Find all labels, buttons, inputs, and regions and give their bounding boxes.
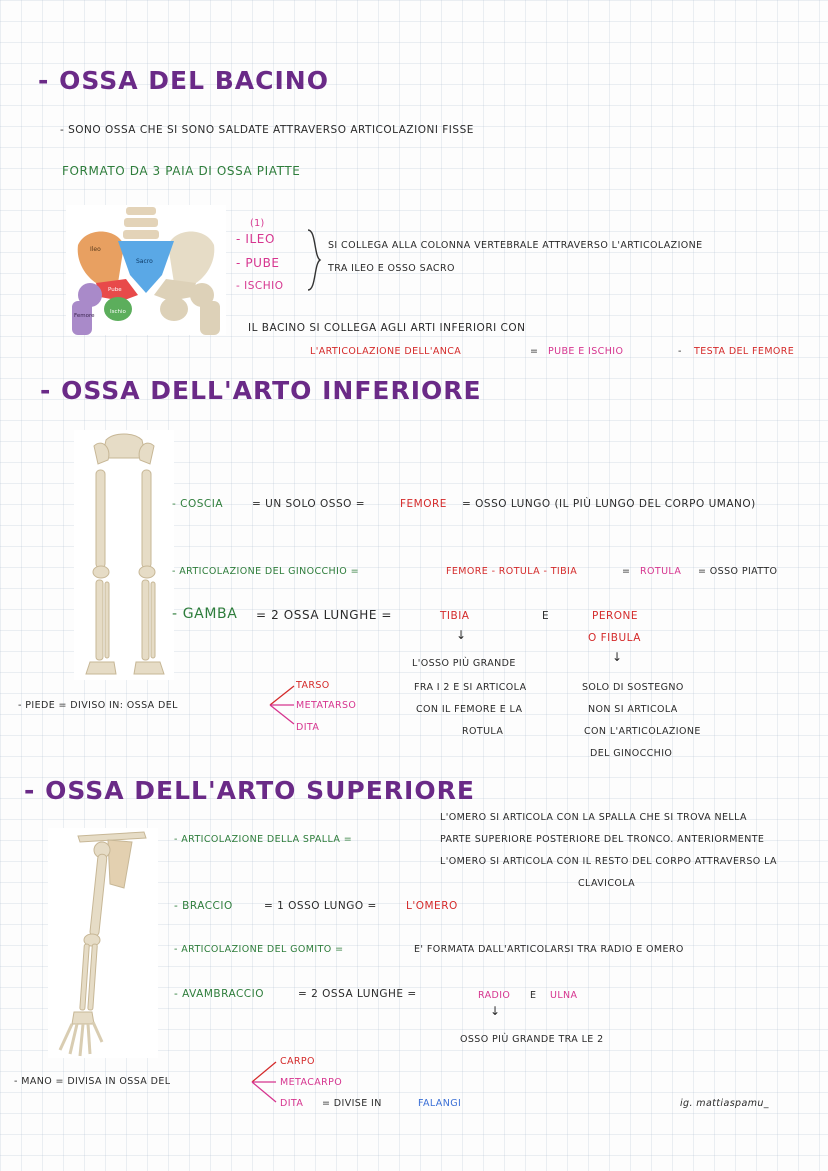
spalla-text-4: CLAVICOLA [578,878,636,889]
piede-tarso: TARSO [296,680,330,691]
pelvis-label-ileo: Ileo [90,246,101,253]
gamba-e: E [542,610,550,622]
femore-word: FEMORE [400,498,447,510]
braccio-rest: = 1 OSSO LUNGO = [264,900,377,912]
mano-arrows [250,1056,280,1108]
fibula-word: O FIBULA [588,632,641,644]
anca-part-1: PUBE E ISCHIO [548,346,624,357]
spalla-text-3: L'OMERO SI ARTICOLA CON IL RESTO DEL CORPO ATTRAVERSO LA [440,856,777,867]
ginocchio-label: - ARTICOLAZIONE DEL GINOCCHIO = [172,566,359,577]
tibia-note-4: ROTULA [462,726,504,737]
pelvis-label-pube: Pube [108,287,122,293]
omero-word: L'OMERO [406,900,458,912]
gamba-label: - GAMBA [172,606,238,622]
perone-arrow: ↓ [612,650,623,664]
brace-mark [306,228,324,292]
pelvis-label-ischio: Ischio [110,309,126,315]
anca-part-2: TESTA DEL FEMORE [694,346,795,357]
pelvis-image [66,205,226,335]
rotula-tail: = OSSO PIATTO [698,566,778,577]
brace-text-2: TRA ILEO E OSSO SACRO [328,263,455,274]
tibia-note-2: FRA I 2 E SI ARTICOLA [414,682,527,693]
perone-word: PERONE [592,610,639,622]
piede-arrows [268,680,298,730]
radio-word: RADIO [478,990,511,1001]
mano-dita: DITA [280,1098,304,1109]
signature: ig. mattiaspamu_ [680,1098,769,1109]
mano-label: - MANO = DIVISA IN OSSA DEL [14,1076,171,1087]
ginocchio-bones: FEMORE - ROTULA - TIBIA [446,566,578,577]
braccio-label: - BRACCIO [174,900,233,912]
anca-dash: - [678,346,682,357]
coscia-tail: = OSSO LUNGO (IL PIÙ LUNGO DEL CORPO UMANO) [462,498,756,510]
pelvis-label-sacro: Sacro [136,258,153,265]
spalla-text-1: L'OMERO SI ARTICOLA CON LA SPALLA CHE SI TROVA NELLA [440,812,747,823]
mano-carpo: CARPO [280,1056,315,1067]
bone-pube: - PUBE [236,256,280,270]
piede-metatarso: METATARSO [296,700,357,711]
perone-note-2: NON SI ARTICOLA [588,704,678,715]
bones-number: (1) [250,218,265,229]
radio-arrow: ↓ [490,1004,501,1018]
arm-skeleton-image [48,828,158,1058]
brace-text-1: SI COLLEGA ALLA COLONNA VERTEBRALE ATTRAVERSO L'ARTICOLAZIONE [328,240,703,251]
gomito-rest: E' FORMATA DALL'ARTICOLARSI TRA RADIO E OMERO [414,944,684,955]
coscia-label: - COSCIA [172,498,223,510]
falangi-word: FALANGI [418,1098,462,1109]
arti-line: IL BACINO SI COLLEGA AGLI ARTI INFERIORI CON [248,322,526,334]
gomito-label: - ARTICOLAZIONE DEL GOMITO = [174,944,344,955]
bone-ileo: - ILEO [236,232,275,246]
avambraccio-label: - AVAMBRACCIO [174,988,264,1000]
anca-eq: = [530,346,539,357]
spalla-text-2: PARTE SUPERIORE POSTERIORE DEL TRONCO. ANTERIORMENTE [440,834,765,845]
mano-metacarpo: METACARPO [280,1077,343,1088]
radio-note: OSSO PIÙ GRANDE TRA LE 2 [460,1034,604,1045]
title-inferiore: - OSSA DELL'ARTO INFERIORE [40,376,482,405]
pelvis-label-femore: Femore [74,313,95,319]
bone-ischio: - ISCHIO [236,280,284,292]
tibia-note-3: CON IL FEMORE E LA [416,704,523,715]
piede-label: - PIEDE = DIVISO IN: OSSA DEL [18,700,178,711]
perone-note-1: SOLO DI SOSTEGNO [582,682,684,693]
tibia-arrow: ↓ [456,628,467,642]
leg-skeleton-image [74,430,174,680]
perone-note-4: DEL GINOCCHIO [590,748,673,759]
bacino-line-2: FORMATO DA 3 PAIA DI OSSA PIATTE [62,164,301,178]
perone-note-3: CON L'ARTICOLAZIONE [584,726,701,737]
bacino-line-1: - SONO OSSA CHE SI SONO SALDATE ATTRAVERSO ARTICOLAZIONI FISSE [60,124,474,136]
avambraccio-e: E [530,990,537,1001]
rotula-word: ROTULA [640,566,682,577]
tibia-note-1: L'OSSO PIÙ GRANDE [412,658,516,669]
gamba-rest: = 2 OSSA LUNGHE = [256,608,393,622]
ginocchio-eq: = [622,566,631,577]
dita-rest: = DIVISE IN [322,1098,382,1109]
anca-label: L'ARTICOLAZIONE DELL'ANCA [310,346,462,357]
spalla-label: - ARTICOLAZIONE DELLA SPALLA = [174,834,353,845]
piede-dita: DITA [296,722,320,733]
avambraccio-rest: = 2 OSSA LUNGHE = [298,988,417,1000]
title-bacino: - OSSA DEL BACINO [38,66,329,95]
tibia-word: TIBIA [440,610,470,622]
title-superiore: - OSSA DELL'ARTO SUPERIORE [24,776,475,805]
ulna-word: ULNA [550,990,578,1001]
coscia-rest: = UN SOLO OSSO = [252,498,366,510]
